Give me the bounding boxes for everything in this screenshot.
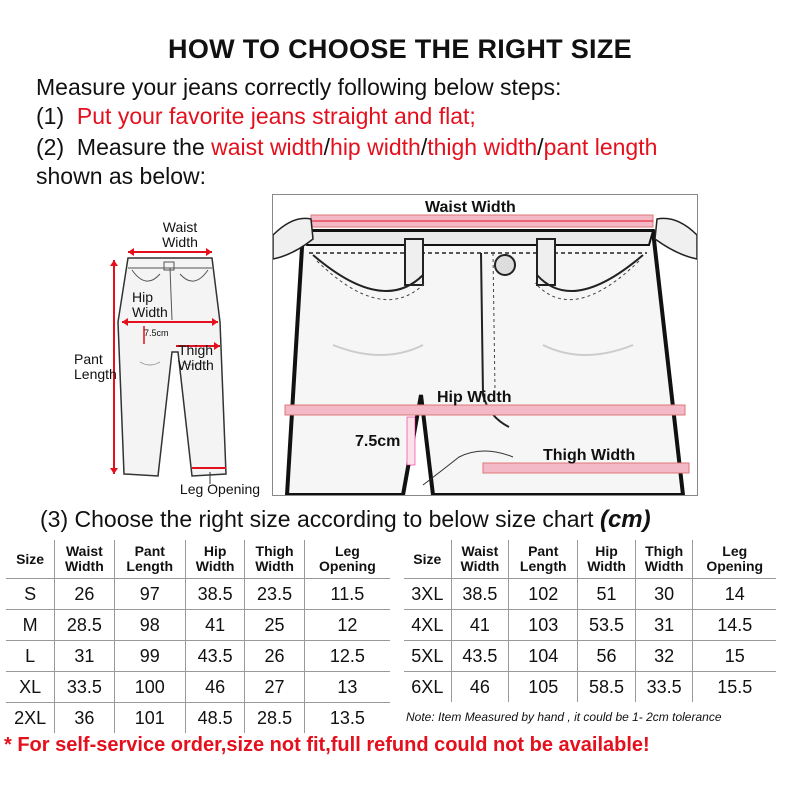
table-row [6,579,390,610]
measurement-cell: 26 [55,579,114,610]
measurement-cell: 13.5 [329,707,365,728]
size-cell: 3XL [404,579,451,610]
table-row [6,672,390,703]
size-cell: 6XL [404,672,451,703]
diagram-thigh-label [178,343,228,373]
measurement-cell: 103 [509,610,578,641]
measurement-cell: 32 [635,641,693,672]
measurement-cell: 58.5 [578,672,636,703]
header-thigh [245,540,304,579]
measurement-cell: 99 [114,641,185,672]
intro-text: Measure your jeans correctly following below steps: [36,74,562,100]
size-cell: M [6,610,55,641]
header-hip [578,540,636,579]
measurement-cell: 41 [185,610,244,641]
table-row [6,641,390,672]
photo-hip-label: Hip Width [437,389,512,406]
step-1-text: Put your favorite jeans straight and flat; [76,103,476,129]
header-waist-1: Waist [461,543,499,559]
table-row [6,610,390,641]
tolerance-note: Note: Item Measured by hand , it could be 1- 2cm tolerance [406,710,722,724]
measurement-cell: 23.5 [245,579,304,610]
measurement-cell: 28.5 [245,703,304,734]
measurement-cell: 11.5 [304,579,390,610]
table-row [404,672,776,703]
photo-thigh-label: Thigh Width [543,447,636,464]
diagram-thigh-line1: Thigh [178,342,214,358]
header-waist [55,540,114,579]
diagram-pant-line2: Length [74,366,117,382]
page-title: HOW TO CHOOSE THE RIGHT SIZE [168,34,632,64]
separator: / [420,134,428,160]
step-1-number: (1) [36,103,65,129]
measurement-cell: 105 [509,672,578,703]
header-pant-1: Pant [528,543,559,559]
measurement-cell: 46 [451,672,509,703]
size-cell: L [6,641,55,672]
size-cell: XL [6,672,55,703]
table-row [404,610,776,641]
measurement-cell: 98 [114,610,185,641]
header-leg-2: Opening [319,558,376,574]
pant-diagram [60,212,270,502]
measurement-cell: 33.5 [635,672,693,703]
measurement-cell: 43.5 [185,641,244,672]
size-cell: 4XL [404,610,451,641]
measurement-cell: 27 [245,672,304,703]
measurement-cell: 97 [114,579,185,610]
diagram-offset-label: 7.5cm [144,328,169,338]
measurement-cell: 41 [451,610,509,641]
measurement-cell: 14 [693,579,776,610]
measurement-cell: 25 [245,610,304,641]
header-pant-1: Pant [134,543,165,559]
step-2-length: pant length [543,134,658,160]
measurement-cell: 43.5 [451,641,509,672]
header-pant [114,540,185,579]
header-leg-1: Leg [334,543,360,559]
measurement-cell: 46 [185,672,244,703]
step-1 [36,103,476,130]
header-hip [185,540,244,579]
measurement-cell: 104 [509,641,578,672]
measurement-cell: 28.5 [55,610,114,641]
header-hip-2: Width [587,558,626,574]
measurement-cell: 12 [304,610,390,641]
step-3 [40,506,651,534]
header-hip-1: Hip [595,543,618,559]
measurement-cell: 56 [578,641,636,672]
diagram-waist-line1: Waist [162,219,198,235]
header-thigh-1: Thigh [255,543,294,559]
diagram-hip-line1: Hip [132,289,154,305]
header-waist-2: Width [65,558,104,574]
header-leg-2: Opening [706,558,764,574]
diagram-thigh-line2: Width [178,357,214,373]
measurement-cell: 26 [245,641,304,672]
header-waist-2: Width [460,558,500,574]
size-table-left [6,540,390,733]
header-pant [509,540,578,579]
measurement-cell: 33.5 [55,672,114,703]
step-2-hip: hip width [330,134,421,160]
measurement-cell: 51 [578,579,636,610]
header-thigh-2: Width [255,558,294,574]
header-hip-1: Hip [203,543,227,559]
diagram-pant-length-label [74,352,134,382]
diagram-leg-opening-label: Leg Opening [179,481,261,497]
header-thigh-1: Thigh [645,543,684,559]
header-leg [304,540,390,579]
size-cell: 5XL [404,641,451,672]
jeans-measurement-photo [272,194,698,496]
step-2-waist: waist width [211,134,324,160]
size-cell: 2XL [6,703,55,734]
separator: / [323,134,331,160]
header-hip-2: Width [195,558,235,574]
step-2-thigh: thigh width [427,134,538,160]
diagram-waist-line2: Width [162,234,198,250]
step-2 [36,134,657,161]
header-waist [451,540,509,579]
measurement-cell: 30 [635,579,693,610]
refund-warning: * For self-service order,size not fit,full refund could not be available! [4,734,650,756]
measurement-cell: 14.5 [693,610,776,641]
header-waist-1: Waist [65,543,103,559]
measurement-cell: 100 [114,672,185,703]
measurement-cell: 15.5 [717,676,753,697]
measurement-cell: 15 [693,641,776,672]
measurement-cell: 102 [509,579,578,610]
header-leg [693,540,776,579]
measurement-cell: 38.5 [185,579,244,610]
photo-waist-label: Waist Width [425,199,516,216]
table-row [404,641,776,672]
header-size: Size [404,540,451,579]
measurement-cell: 48.5 [185,703,244,734]
step-3-unit: (cm) [599,506,651,533]
photo-offset-label: 7.5cm [355,433,401,450]
diagram-pant-line1: Pant [74,351,103,367]
measurement-cell: 31 [55,641,114,672]
table-row [6,703,390,734]
measurement-cell: 12.5 [304,641,390,672]
measurement-cell: 53.5 [578,610,636,641]
measurement-cell: 31 [635,610,693,641]
size-table-right [404,540,776,702]
separator: / [537,134,544,160]
diagram-hip-line2: Width [132,304,168,320]
header-size: Size [6,540,55,579]
step-2-number: (2) [36,134,65,160]
measurement-cell: 38.5 [451,579,509,610]
measurement-cell: 101 [114,703,185,734]
diagram-waist-label [150,220,210,250]
measurement-cell: 13 [304,672,390,703]
header-thigh [635,540,693,579]
header-pant-2: Length [519,558,567,574]
diagram-hip-label [132,290,182,320]
header-leg-1: Leg [722,543,748,559]
table-row [404,579,776,610]
step-2-suffix: shown as below: [36,163,207,189]
measurement-cell: 36 [55,703,114,734]
step-3-text: (3) Choose the right size according to below size chart [40,506,594,532]
size-cell: S [6,579,55,610]
header-pant-2: Length [126,558,174,574]
step-2-prefix: Measure the [76,134,205,160]
header-thigh-2: Width [644,558,684,574]
